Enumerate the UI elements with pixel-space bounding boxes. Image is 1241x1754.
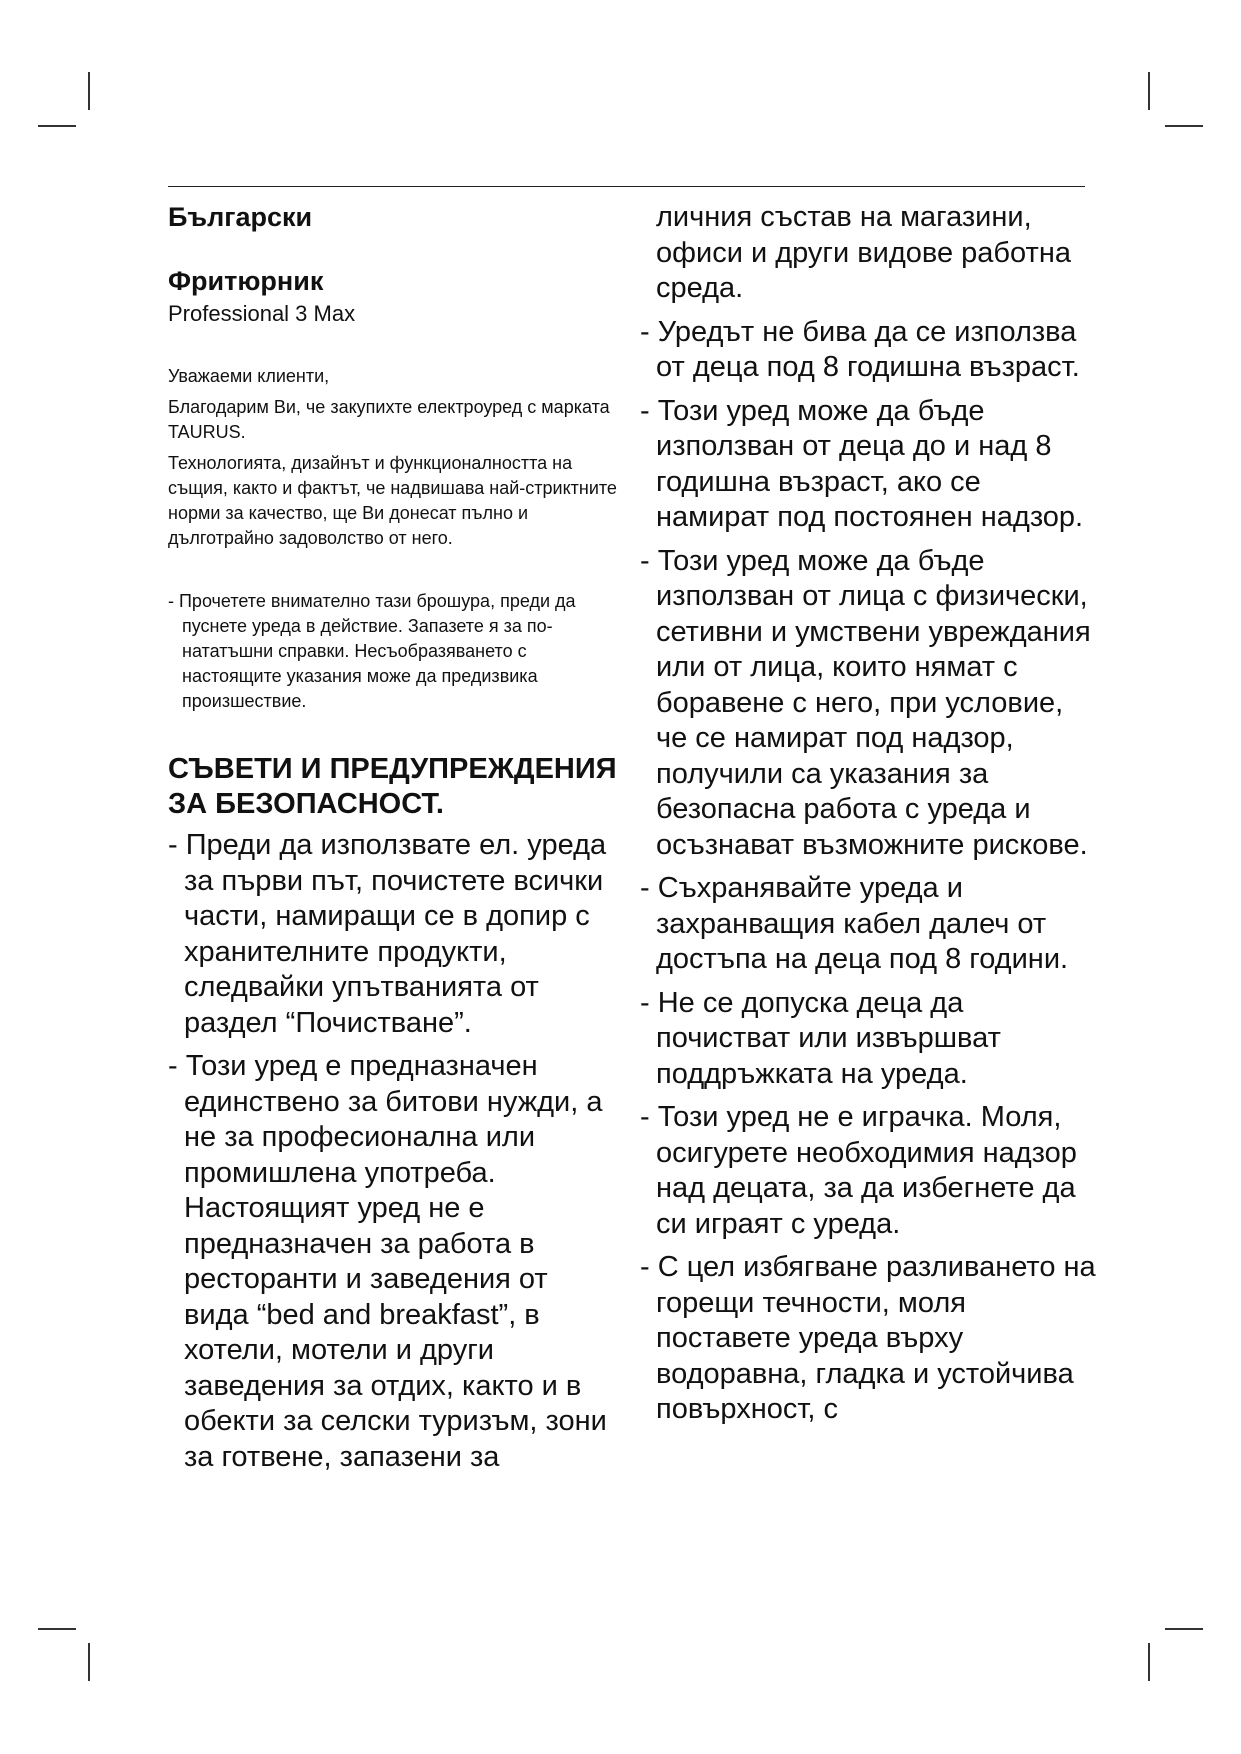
crop-mark-top-left-vertical [88, 72, 90, 110]
crop-mark-top-right-vertical [1148, 72, 1150, 110]
intro-technology: Технологията, дизайнът и функционалността на същия, както и фактът, че надвишава най-стриктните норми за качество, ще Ви донесат пълно и дълготрайно задоволство от него. [168, 453, 617, 548]
safety-item-reduced-capabilities: - Този уред може да бъде използван от лица с физически, сетивни и умствени увреждания или от лица, които нямат с боравене с него, при условие, че се намират под надзор, получили са указания за безопасна работа с уреда и осъзнават възможните рискове. [640, 544, 1091, 861]
intro-thanks: Благодарим Ви, че закупихте електроуред с марката TAURUS. [168, 397, 610, 442]
safety-section-title: СЪВЕТИ И ПРЕДУПРЕЖДЕНИЯ ЗА БЕЗОПАСНОСТ. [168, 753, 617, 820]
safety-item-flat-surface: - С цел избягване разливането на горещи течности, моля поставете уреда върху водоравна, гладка и устойчива повърхност, с [640, 1251, 1096, 1425]
safety-item-children-supervised: - Този уред може да бъде използван от деца до и над 8 годишна възраст, ако се намират под постоянен надзор. [640, 394, 1084, 533]
product-model: Professional 3 Max [168, 301, 356, 326]
safety-item-household-use: - Този уред е предназначен единствено за битови нужди, а не за професионална или промишлена употреба. Настоящият уред не е предназначен за работа в ресторанти и заведения от вида “bed and breakfast”, в хотели, мотели и други заведения за отдих, както и в обекти за селски туризъм, зони за готвене, запазени за [168, 1050, 607, 1473]
product-name: Фритюрник [168, 266, 324, 296]
header-rule [168, 186, 1085, 187]
left-column [168, 200, 618, 1483]
safety-item-keep-away: - Съхранявайте уреда и захранващия кабел далеч от достъпа на деца под 8 години. [640, 872, 1069, 975]
safety-item-first-use: - Преди да използвате ел. уреда за първи път, почистете всички части, намиращи се в допир с хранителните продукти, следвайки упътванията от раздел “Почистване”. [168, 829, 607, 1039]
crop-mark-bottom-left-vertical [88, 1643, 90, 1681]
crop-mark-bottom-right-vertical [1148, 1643, 1150, 1681]
safety-item-household-use-continued: личния състав на магазини, офиси и други видове работна среда. [656, 201, 1071, 304]
crop-mark-bottom-right-horizontal [1165, 1628, 1203, 1630]
safety-item-children-under-8: - Уредът не бива да се използва от деца под 8 годишна възраст. [640, 315, 1080, 383]
crop-mark-bottom-left-horizontal [38, 1628, 76, 1630]
intro-greeting: Уважаеми клиенти, [168, 366, 330, 386]
safety-item-not-a-toy: - Този уред не е играчка. Моля, осигурете необходимия надзор над децата, за да избегнете да си играят с уреда. [640, 1101, 1077, 1240]
intro-read-notice: - Прочетете внимателно тази брошура, преди да пуснете уреда в действие. Запазете я за по-нататъшни справки. Несъобразяването с настоящите указания може да предизвика произшествие. [168, 591, 576, 711]
safety-item-no-child-cleaning: - Не се допуска деца да почистват или извършват поддръжката на уреда. [640, 986, 1001, 1090]
crop-mark-top-right-horizontal [1165, 125, 1203, 127]
crop-mark-top-left-horizontal [38, 125, 76, 127]
language-heading: Български [168, 202, 313, 232]
right-column [640, 200, 1100, 1436]
